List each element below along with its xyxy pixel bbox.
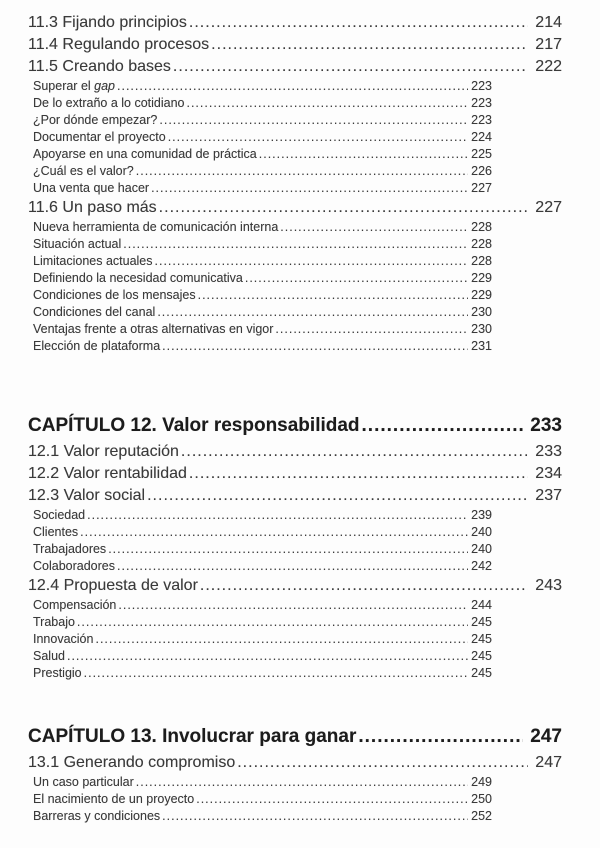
leader-dots [189,12,528,34]
leader-dots [123,236,468,253]
entry-label: Sociedad [33,508,86,522]
entry-label: Un caso particular [33,775,134,789]
page-number: 228 [471,237,492,251]
leader-dots [108,541,468,558]
entry-label: Prestigio [33,666,82,680]
page-number: 227 [471,181,492,195]
leader-dots [117,78,468,95]
toc-entry [33,236,492,253]
toc-entry [28,34,562,56]
leader-dots [275,321,468,338]
leader-dots [196,791,468,808]
leader-dots [159,197,529,219]
toc-entry [33,180,492,197]
leader-dots [157,304,468,321]
page-number: 233 [530,415,562,436]
leader-dots [117,558,468,575]
leader-dots [358,724,523,750]
chapter-heading [28,413,562,439]
page-number: 227 [535,199,562,216]
leader-dots [77,614,468,631]
toc-section [28,413,562,682]
toc-entry [33,665,492,682]
entry-label: Limitaciones actuales [33,254,153,268]
page-number: 224 [471,130,492,144]
page-number: 225 [471,147,492,161]
toc-entry [33,270,492,287]
toc-entry [28,12,562,34]
page-number: 229 [471,288,492,302]
leader-dots [237,752,528,774]
entry-label: ¿Por dónde empezar? [33,113,158,127]
page-number: 252 [471,809,492,823]
toc-entry [28,463,562,485]
entry-label: Condiciones de los mensajes [33,288,196,302]
entry-label: Salud [33,649,65,663]
entry-label: Nueva herramienta de comunicación interna [33,220,279,234]
entry-label: Ventajas frente a otras alternativas en vigor [33,322,274,336]
entry-label: Situación actual [33,237,122,251]
page-number: 230 [471,322,492,336]
toc-entry [28,575,562,597]
entry-label: Trabajadores [33,542,107,556]
leader-dots [136,774,468,791]
entry-label: 12.1 Valor reputación [28,443,179,460]
entry-label: Condiciones del canal [33,305,156,319]
toc-entry [33,146,492,163]
toc-entry [33,631,492,648]
page-number: 244 [471,598,492,612]
page-number: 245 [471,632,492,646]
entry-label: CAPÍTULO 12. Valor responsabilidad [28,415,360,436]
entry-label: 12.2 Valor rentabilidad [28,465,187,482]
entry-label: 11.6 Un paso más [28,199,157,216]
page-number: 223 [471,79,492,93]
toc-entry [33,219,492,236]
toc-section [28,724,562,825]
toc-sections [28,12,562,825]
toc-entry [33,558,492,575]
entry-label: 11.5 Creando bases [28,58,171,75]
page-number: 217 [535,36,562,53]
page-number: 230 [471,305,492,319]
page-number: 233 [535,443,562,460]
page-number: 237 [535,487,562,504]
leader-dots [362,413,524,439]
page-number: 228 [471,220,492,234]
toc-entry [33,774,492,791]
entry-label: Trabajo [33,615,75,629]
entry-label-text: Superar el [33,79,95,93]
toc-entry [33,648,492,665]
leader-dots [159,112,468,129]
leader-dots [84,665,469,682]
leader-dots [189,463,528,485]
page-number: 249 [471,775,492,789]
page-number: 226 [471,164,492,178]
entry-label: De lo extraño a lo cotidiano [33,96,185,110]
toc-entry [33,808,492,825]
entry-label: Barreras y condiciones [33,809,161,823]
toc-entry [33,129,492,146]
toc-entry [33,507,492,524]
entry-label: 11.3 Fijando principios [28,14,187,31]
toc-entry [33,524,492,541]
entry-label: 11.4 Regulando procesos [28,36,210,53]
toc-entry [33,338,492,355]
toc-entry [33,541,492,558]
toc-entry [28,485,562,507]
leader-dots [168,129,468,146]
page-number: 231 [471,339,492,353]
page-number: 223 [471,113,492,127]
leader-dots [200,575,528,597]
toc-entry [33,597,492,614]
page-number: 229 [471,271,492,285]
page-number: 239 [471,508,492,522]
page-number: 245 [471,615,492,629]
page-number: 222 [535,58,562,75]
toc-entry [33,95,492,112]
page-number: 223 [471,96,492,110]
entry-label: ¿Cuál es el valor? [33,164,134,178]
entry-label: Elección de plataforma [33,339,161,353]
toc-entry [33,253,492,270]
leader-dots [162,338,468,355]
entry-label: 12.3 Valor social [28,487,146,504]
leader-dots [151,180,468,197]
toc-entry [33,163,492,180]
entry-label: Colaboradores [33,559,115,573]
leader-dots [67,648,468,665]
leader-dots [186,95,468,112]
toc-entry [33,321,492,338]
leader-dots [95,631,468,648]
toc-entry [33,614,492,631]
toc-entry [33,112,492,129]
entry-label-italic: gap [94,79,116,93]
toc-entry [28,441,562,463]
leader-dots [280,219,468,236]
entry-label: 12.4 Propuesta de valor [28,577,198,594]
entry-label: Documentar el proyecto [33,130,166,144]
leader-dots [87,507,468,524]
entry-label: Compensación [33,598,117,612]
leader-dots [173,56,528,78]
toc-entry [33,287,492,304]
entry-label: Innovación [33,632,94,646]
entry-label: Una venta que hacer [33,181,150,195]
leader-dots [147,485,528,507]
page-number: 214 [535,14,562,31]
leader-dots [181,441,528,463]
leader-dots [198,287,469,304]
leader-dots [80,524,468,541]
toc-entry [33,78,492,95]
entry-label: Definiendo la necesidad comunicativa [33,271,243,285]
entry-label: El nacimiento de un proyecto [33,792,195,806]
leader-dots [155,253,469,270]
leader-dots [136,163,468,180]
page-number: 245 [471,649,492,663]
entry-label: CAPÍTULO 13. Involucrar para ganar [28,726,357,747]
page-number: 240 [471,542,492,556]
leader-dots [118,597,468,614]
page-number: 243 [535,577,562,594]
page-number: 234 [535,465,562,482]
entry-label: Clientes [33,525,79,539]
leader-dots [162,808,468,825]
page-number: 242 [471,559,492,573]
chapter-heading [28,724,562,750]
toc-entry [28,752,562,774]
entry-label [33,78,115,95]
page-number: 228 [471,254,492,268]
entry-label: 13.1 Generando compromiso [28,754,236,771]
toc-entry [28,197,562,219]
page-number: 240 [471,525,492,539]
page-number: 245 [471,666,492,680]
toc-section [28,12,562,355]
page-number: 247 [535,754,562,771]
leader-dots [211,34,528,56]
toc-entry [28,56,562,78]
leader-dots [259,146,468,163]
toc-entry [33,791,492,808]
page-number: 250 [471,792,492,806]
toc-entry [33,304,492,321]
entry-label: Apoyarse en una comunidad de práctica [33,147,257,161]
page-number: 247 [530,726,562,747]
leader-dots [245,270,468,287]
